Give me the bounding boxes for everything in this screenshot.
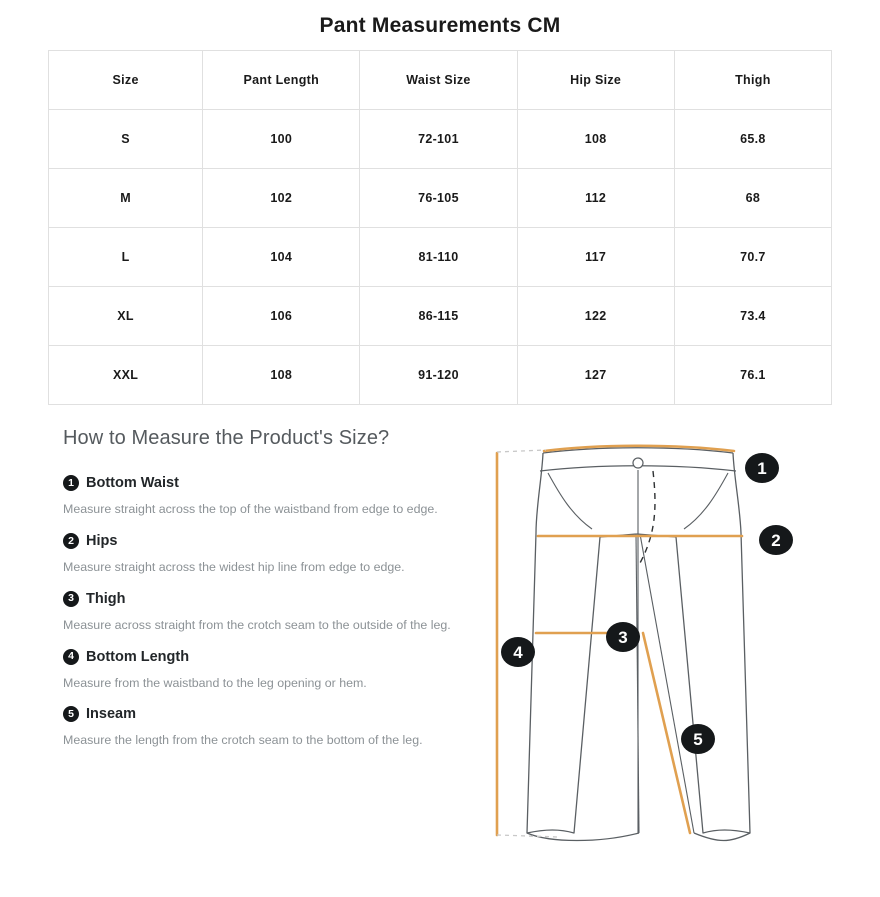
list-item	[63, 533, 463, 577]
table-cell-hip-size: 122	[517, 287, 674, 346]
left-hem-icon	[527, 833, 639, 841]
table-cell-size: M	[49, 169, 203, 228]
table-row	[49, 228, 832, 287]
measure-item-label: Thigh	[86, 590, 126, 607]
guide-dash-bottom-icon	[497, 835, 558, 837]
measure-item-label: Bottom Waist	[86, 475, 179, 491]
measure-item-title-row	[63, 591, 463, 607]
number-badge-icon: 1	[63, 475, 79, 491]
table-header-cell: Hip Size	[517, 51, 674, 110]
table-cell-pant-length: 104	[203, 228, 360, 287]
how-to-measure-section	[0, 427, 880, 897]
callout-badge-2	[759, 525, 793, 555]
list-item	[63, 591, 463, 635]
number-badge-icon: 4	[63, 649, 79, 665]
measure-item-title-row	[63, 649, 463, 665]
how-to-measure-heading: How to Measure the Product's Size?	[63, 427, 390, 449]
table-cell-size: L	[49, 228, 203, 287]
list-item	[63, 706, 463, 750]
measure-item-label: Bottom Length	[86, 648, 190, 665]
callout-badge-3-label: 3	[618, 628, 628, 647]
table-cell-hip-size: 112	[517, 169, 674, 228]
table-cell-thigh: 73.4	[674, 287, 831, 346]
measure-item-description: Measure the length from the crotch seam to the bottom of the leg.	[63, 733, 423, 748]
callout-badge-5	[681, 724, 715, 754]
callout-badge-2-label: 2	[771, 531, 781, 550]
measure-item-title-row	[63, 475, 463, 491]
callout-badge-1	[745, 453, 779, 483]
table-header-cell: Size	[49, 51, 203, 110]
measure-item-description: Measure straight across the top of the waistband from edge to edge.	[63, 502, 438, 516]
button-icon	[633, 458, 643, 468]
measure-item-label: Inseam	[86, 706, 136, 723]
table-row	[49, 169, 832, 228]
size-table	[48, 50, 832, 405]
callout-badge-4	[501, 637, 535, 667]
guide-dash-top-icon	[497, 450, 546, 452]
inseam-seam-icon	[640, 534, 694, 833]
table-cell-hip-size: 127	[517, 346, 674, 405]
table-header-cell: Waist Size	[360, 51, 517, 110]
measure-item-description: Measure straight across the widest hip line from edge to edge.	[63, 559, 405, 574]
callout-badge-1-label: 1	[757, 459, 767, 478]
table-header-cell: Pant Length	[203, 51, 360, 110]
number-badge-icon: 2	[63, 533, 79, 549]
table-cell-hip-size: 108	[517, 110, 674, 169]
right-pocket-icon	[684, 473, 728, 529]
number-badge-icon: 3	[63, 591, 79, 607]
page-title: Pant Measurements CM	[319, 14, 561, 37]
table-cell-pant-length: 106	[203, 287, 360, 346]
measure-item-title-row	[63, 533, 463, 549]
callout-badge-4-label: 4	[513, 643, 523, 662]
table-cell-thigh: 65.8	[674, 110, 831, 169]
table-cell-thigh: 70.7	[674, 228, 831, 287]
right-leg-outline-icon	[637, 453, 750, 833]
measure-item-label: Hips	[86, 532, 118, 549]
table-cell-thigh: 68	[674, 169, 831, 228]
table-row	[49, 110, 832, 169]
table-cell-size: XL	[49, 287, 203, 346]
table-cell-size: XXL	[49, 346, 203, 405]
table-row	[49, 287, 832, 346]
table-cell-thigh: 76.1	[674, 346, 831, 405]
table-cell-waist-size: 81-110	[360, 228, 517, 287]
list-item	[63, 649, 463, 693]
number-badge-icon: 5	[63, 706, 79, 722]
table-cell-pant-length: 100	[203, 110, 360, 169]
pants-measurement-diagram	[480, 437, 880, 897]
table-cell-hip-size: 117	[517, 228, 674, 287]
list-item	[63, 475, 463, 519]
table-header-row	[49, 51, 832, 110]
measure-item-description: Measure across straight from the crotch seam to the outside of the leg.	[63, 617, 451, 632]
measure-item-description: Measure from the waistband to the leg opening or hem.	[63, 675, 367, 690]
table-cell-waist-size: 76-105	[360, 169, 517, 228]
table-cell-waist-size: 91-120	[360, 346, 517, 405]
measure-item-title-row	[63, 706, 463, 722]
callout-badge-3	[606, 622, 640, 652]
table-row	[49, 346, 832, 405]
measure-instruction-list	[63, 475, 463, 750]
table-cell-waist-size: 86-115	[360, 287, 517, 346]
table-cell-pant-length: 102	[203, 169, 360, 228]
table-cell-pant-length: 108	[203, 346, 360, 405]
table-cell-waist-size: 72-101	[360, 110, 517, 169]
right-hem-icon	[694, 833, 750, 841]
size-table-container	[0, 50, 880, 405]
table-header-cell: Thigh	[674, 51, 831, 110]
table-cell-size: S	[49, 110, 203, 169]
callout-badge-5-label: 5	[693, 730, 703, 749]
